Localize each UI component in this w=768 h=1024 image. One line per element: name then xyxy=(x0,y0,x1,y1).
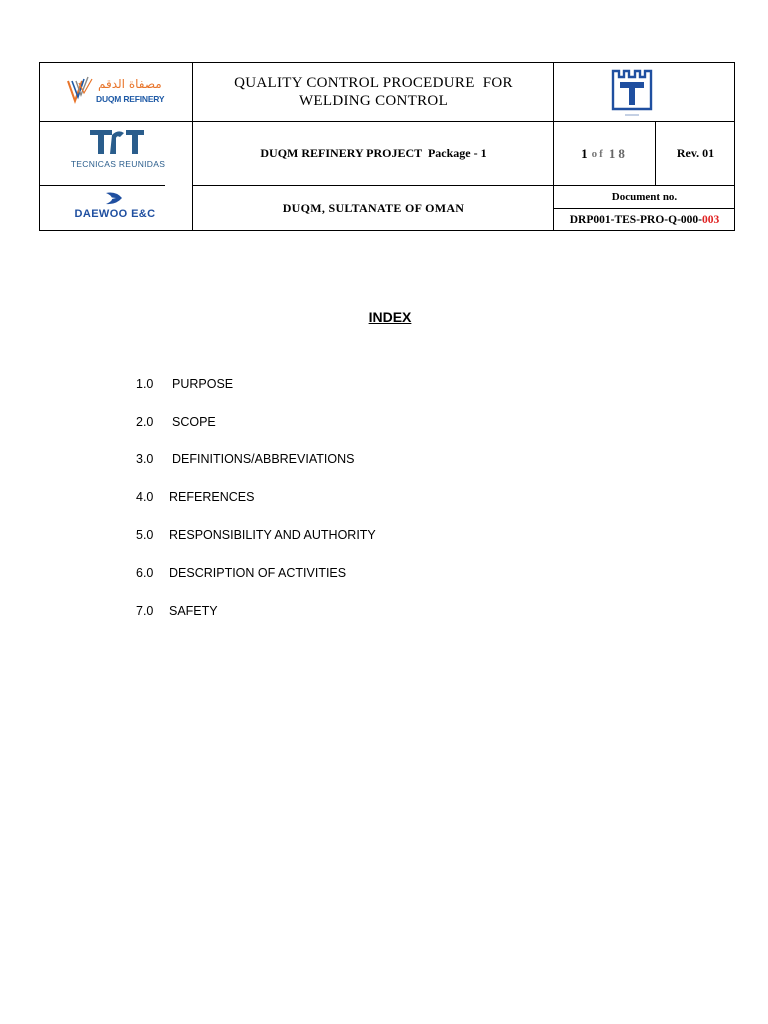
page-total: 18 xyxy=(608,145,628,161)
revision: Rev. 01 xyxy=(676,146,715,160)
divider xyxy=(40,185,165,186)
toc-number: 1.0 xyxy=(136,377,154,391)
page-current: 1 xyxy=(581,145,588,161)
document-number-suffix: 003 xyxy=(702,213,720,226)
document-header-table xyxy=(39,62,735,231)
toc-label: DESCRIPTION OF ACTIVITIES xyxy=(169,566,347,580)
tr-name: TECNICAS REUNIDAS xyxy=(70,159,166,169)
toc-item xyxy=(136,490,254,504)
toc-item xyxy=(136,566,346,580)
page-indicator xyxy=(554,122,655,185)
document-number-prefix: DRP001-TES-PRO-Q-000- xyxy=(569,213,702,226)
client-emblem-logo xyxy=(609,65,655,119)
toc-item xyxy=(136,604,218,618)
toc-item xyxy=(136,452,354,466)
toc-number: 3.0 xyxy=(136,452,154,466)
project-location: DUQM, SULTANATE OF OMAN xyxy=(282,200,465,215)
toc-label: SCOPE xyxy=(172,415,216,429)
toc-item xyxy=(136,528,376,542)
document-number xyxy=(554,209,735,230)
page-of: of xyxy=(591,147,605,160)
toc-number: 4.0 xyxy=(136,490,154,504)
tr-monogram-icon xyxy=(60,127,176,157)
duqm-english-name: DUQM REFINERY xyxy=(96,94,165,104)
tower-emblem-icon xyxy=(609,65,655,119)
toc-label: REFERENCES xyxy=(169,490,255,504)
toc-label: DEFINITIONS/ABBREVIATIONS xyxy=(172,452,355,466)
duqm-arabic-name: مصفاة الدقم xyxy=(98,77,162,91)
document-title-line-1: QUALITY CONTROL PROCEDURE FOR xyxy=(234,75,513,91)
toc-label: PURPOSE xyxy=(172,377,234,391)
toc-item xyxy=(136,377,233,391)
document-title-line-2: WELDING CONTROL xyxy=(298,93,449,109)
document-title xyxy=(193,63,554,121)
daewoo-name: DAEWOO E&C xyxy=(74,208,156,220)
toc-item xyxy=(136,415,216,429)
toc-label: SAFETY xyxy=(169,604,218,618)
document-no-label: Document no. xyxy=(611,191,678,203)
daewoo-logo xyxy=(50,190,180,226)
index-heading: INDEX xyxy=(368,309,412,325)
tecnicas-reunidas-logo xyxy=(60,127,176,171)
toc-number: 6.0 xyxy=(136,566,154,580)
toc-label: RESPONSIBILITY AND AUTHORITY xyxy=(169,528,376,542)
toc-number: 5.0 xyxy=(136,528,154,542)
daewoo-emblem-icon xyxy=(50,190,180,208)
toc-number: 7.0 xyxy=(136,604,154,618)
duqm-refinery-logo xyxy=(66,75,176,109)
toc-number: 2.0 xyxy=(136,415,154,429)
project-name: DUQM REFINERY PROJECT Package - 1 xyxy=(260,146,487,160)
